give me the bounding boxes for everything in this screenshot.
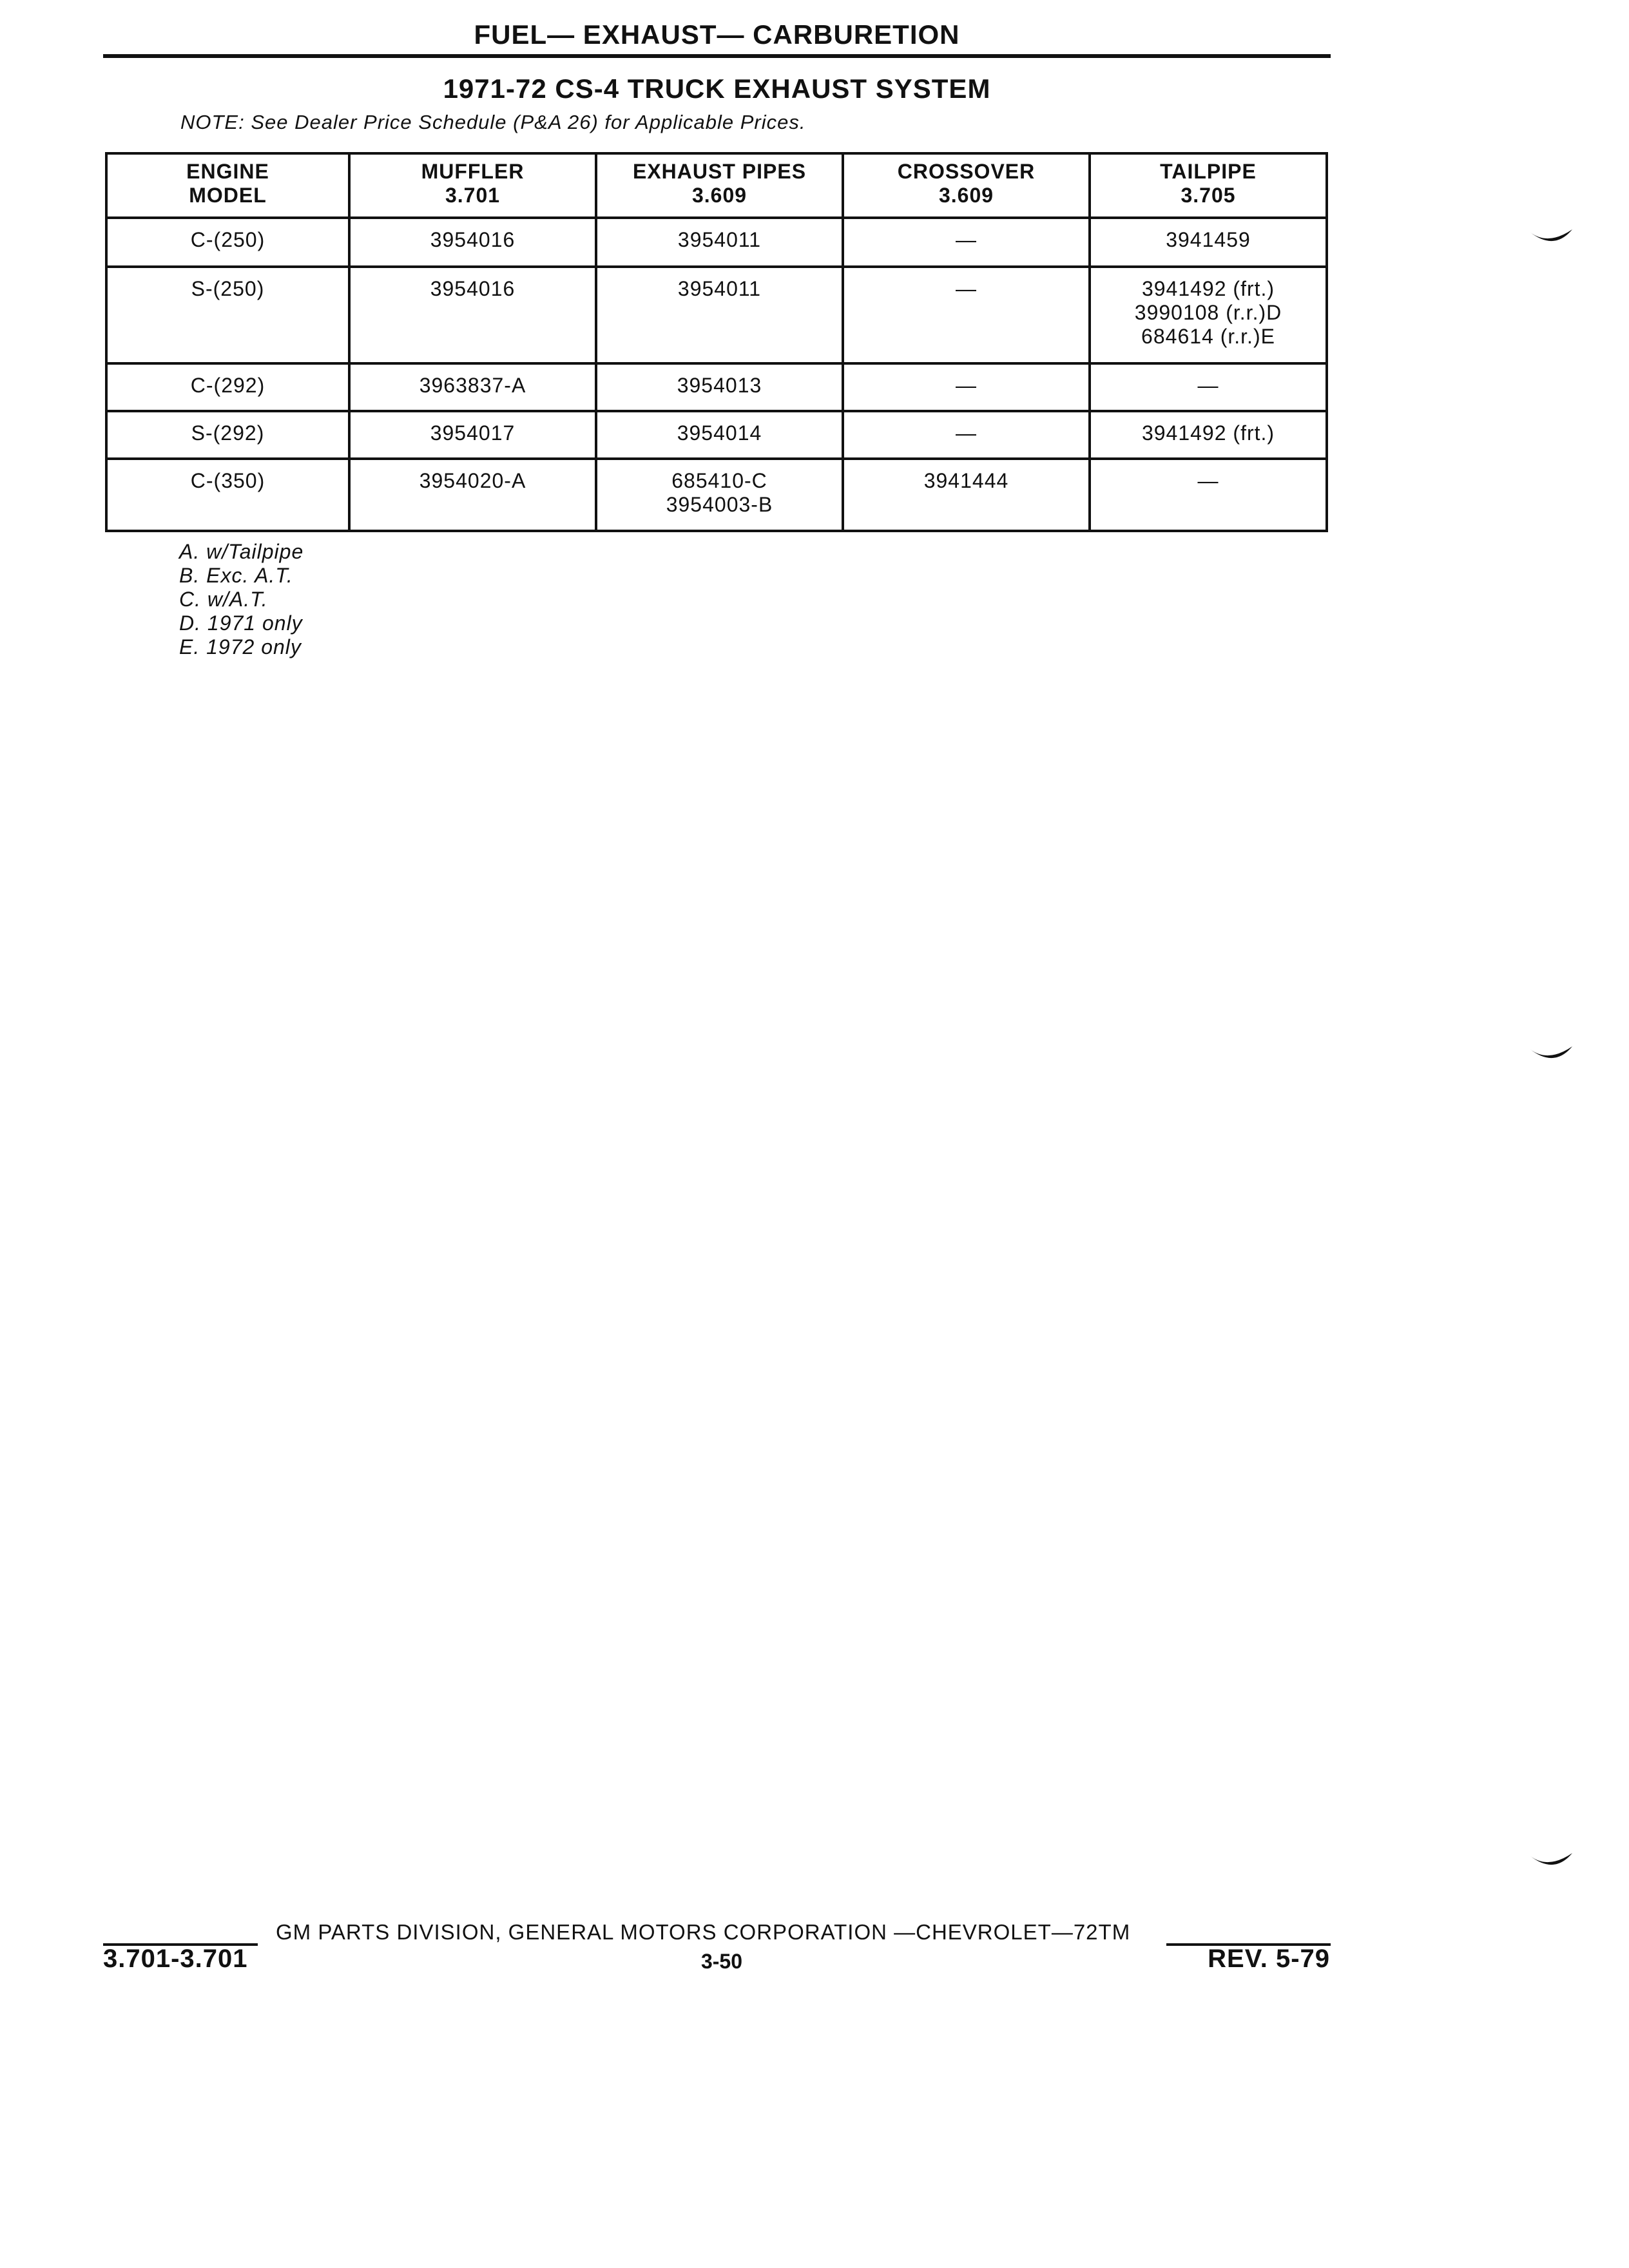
binder-hole-mark (1528, 226, 1574, 251)
table-header-row (106, 153, 1327, 218)
table-row (106, 411, 1327, 459)
price-note: NOTE: See Dealer Price Schedule (P&A 26) for Applicable Prices. (180, 111, 806, 133)
table-row (106, 218, 1327, 267)
footnote-a: A. w/Tailpipe (179, 540, 304, 563)
engine-model-cell: C-(292) (106, 363, 349, 411)
muffler-cell: 3954017 (349, 411, 596, 459)
footer-publisher-line (103, 1920, 1331, 1946)
section-divider (103, 54, 1331, 58)
table-row (106, 363, 1327, 411)
tailpipe-cell: — (1090, 363, 1327, 411)
exhaust-pipes-cell: 3954014 (596, 411, 843, 459)
engine-model-cell: S-(250) (106, 267, 349, 363)
column-header-tailpipe: TAILPIPE 3.705 (1090, 153, 1327, 218)
tailpipe-cell: 3941492 (frt.) (1090, 411, 1327, 459)
tailpipe-cell: 3941492 (frt.) 3990108 (r.r.)D 684614 (r.r.)E (1090, 267, 1327, 363)
tailpipe-cell: — (1090, 459, 1327, 531)
column-header-muffler: MUFFLER 3.701 (349, 153, 596, 218)
muffler-cell: 3954016 (349, 218, 596, 267)
footer-page-number: 3-50 (700, 1950, 743, 1973)
binder-hole-mark (1528, 1043, 1574, 1068)
footnote-b: B. Exc. A.T. (179, 564, 293, 587)
crossover-cell: — (843, 267, 1090, 363)
crossover-cell: — (843, 363, 1090, 411)
table-row (106, 267, 1327, 363)
binder-hole-mark (1528, 1849, 1574, 1875)
tailpipe-cell: 3941459 (1090, 218, 1327, 267)
engine-model-cell: C-(250) (106, 218, 349, 267)
muffler-cell: 3963837-A (349, 363, 596, 411)
footnotes (179, 540, 304, 659)
exhaust-parts-table (105, 152, 1328, 532)
exhaust-pipes-cell: 685410-C 3954003-B (596, 459, 843, 531)
exhaust-pipes-cell: 3954011 (596, 218, 843, 267)
column-header-exhaust-pipes: EXHAUST PIPES 3.609 (596, 153, 843, 218)
muffler-cell: 3954016 (349, 267, 596, 363)
column-header-crossover: CROSSOVER 3.609 (843, 153, 1090, 218)
engine-model-cell: C-(350) (106, 459, 349, 531)
crossover-cell: — (843, 411, 1090, 459)
engine-model-cell: S-(292) (106, 411, 349, 459)
page-title: 1971-72 CS-4 TRUCK EXHAUST SYSTEM (443, 73, 991, 104)
crossover-cell: — (843, 218, 1090, 267)
footnote-e: E. 1972 only (179, 635, 302, 658)
footer-group-range: 3.701-3.701 (103, 1945, 248, 1973)
muffler-cell: 3954020-A (349, 459, 596, 531)
crossover-cell: 3941444 (843, 459, 1090, 531)
footnote-c: C. w/A.T. (179, 588, 268, 611)
footer-revision: REV. 5-79 (1208, 1945, 1330, 1973)
footnote-d: D. 1971 only (179, 611, 303, 635)
exhaust-pipes-cell: 3954011 (596, 267, 843, 363)
table-row (106, 459, 1327, 531)
footer-publisher: GM PARTS DIVISION, GENERAL MOTORS CORPORATION —CHEVROLET—72TM (276, 1920, 1131, 1944)
exhaust-pipes-cell: 3954013 (596, 363, 843, 411)
section-title: FUEL— EXHAUST— CARBURETION (474, 19, 960, 50)
column-header-engine-model: ENGINE MODEL (106, 153, 349, 218)
